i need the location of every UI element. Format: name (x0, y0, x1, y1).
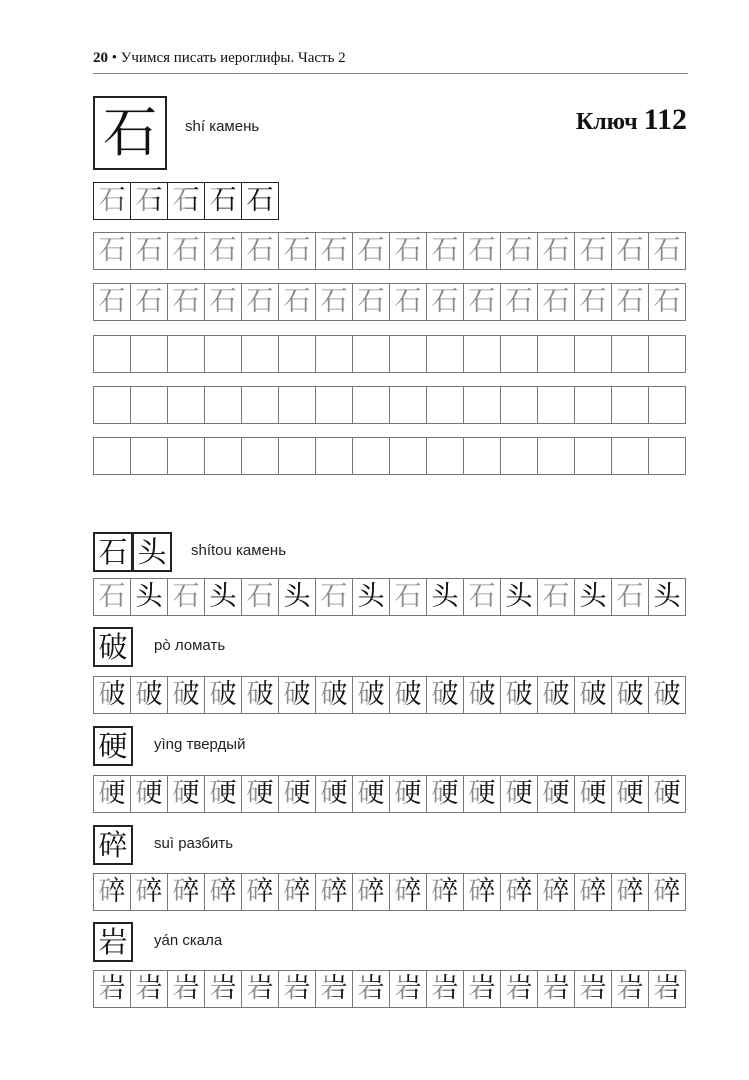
word-character: 破 (93, 627, 133, 667)
character-glyph: 碎 (580, 874, 607, 910)
trace-cell: 石 (426, 232, 464, 270)
trace-cell (500, 873, 538, 911)
character-glyph: 碎 (321, 874, 348, 910)
trace-cell: 石 (241, 578, 279, 616)
empty-practice-row (93, 386, 685, 424)
empty-cell (574, 437, 612, 475)
trace-cell: 石 (167, 232, 205, 270)
trace-cell (204, 775, 242, 813)
trace-cell (315, 873, 353, 911)
character-glyph: 破 (506, 677, 533, 713)
character-glyph: 岩 (469, 971, 496, 1007)
character-glyph: 破 (321, 677, 348, 713)
trace-cell (278, 676, 316, 714)
character-glyph: 岩 (543, 971, 570, 1007)
trace-cell (537, 970, 575, 1008)
word-reading (191, 542, 286, 559)
empty-cell (463, 335, 501, 373)
empty-cell (611, 386, 649, 424)
stroke-order-row (93, 182, 278, 220)
word-box (93, 922, 132, 962)
character-glyph: 硬 (247, 776, 274, 812)
trace-cell (426, 775, 464, 813)
translation: ломать (174, 637, 226, 654)
empty-practice-row (93, 335, 685, 373)
trace-cell: 石 (204, 232, 242, 270)
trace-cell (93, 775, 131, 813)
trace-cell: 头 (204, 578, 242, 616)
word-character: 岩 (93, 922, 133, 962)
key-number: 112 (643, 103, 687, 136)
trace-cell (352, 775, 390, 813)
trace-cell (130, 970, 168, 1008)
character-glyph: 石 (247, 183, 274, 219)
character-glyph: 碎 (617, 874, 644, 910)
word-reading (154, 637, 225, 654)
empty-cell (648, 335, 686, 373)
trace-cell (204, 873, 242, 911)
empty-cell (389, 335, 427, 373)
trace-cell: 头 (500, 578, 538, 616)
trace-cell: 石 (167, 283, 205, 321)
trace-cell: 石 (500, 232, 538, 270)
pinyin: yán (154, 932, 183, 949)
trace-cell (648, 775, 686, 813)
empty-cell (500, 437, 538, 475)
empty-cell (352, 335, 390, 373)
pinyin: yìng (154, 736, 187, 753)
word-character: 头 (132, 532, 172, 572)
trace-cell (93, 970, 131, 1008)
word-reading (154, 835, 233, 852)
word-practice-row (93, 578, 685, 616)
trace-cell (426, 970, 464, 1008)
character-glyph: 碎 (506, 874, 533, 910)
trace-cell (500, 775, 538, 813)
character-glyph: 碎 (210, 874, 237, 910)
empty-cell (241, 437, 279, 475)
header-bullet: • (111, 50, 118, 66)
trace-cell (500, 970, 538, 1008)
empty-cell (167, 335, 205, 373)
trace-cell: 石 (130, 232, 168, 270)
character-glyph: 硬 (358, 776, 385, 812)
empty-cell (389, 386, 427, 424)
character-glyph: 硬 (136, 776, 163, 812)
trace-cell: 石 (648, 283, 686, 321)
trace-cell (426, 873, 464, 911)
character-glyph: 破 (543, 677, 570, 713)
character-glyph: 硬 (99, 776, 126, 812)
trace-cell (574, 775, 612, 813)
character-glyph: 硬 (543, 776, 570, 812)
trace-cell (537, 873, 575, 911)
trace-cell (389, 970, 427, 1008)
character-glyph: 石 (210, 183, 237, 219)
pinyin: suì (154, 835, 179, 852)
character-glyph: 破 (580, 677, 607, 713)
character-glyph: 破 (469, 677, 496, 713)
character-glyph: 破 (617, 677, 644, 713)
trace-cell: 石 (352, 232, 390, 270)
trace-cell: 石 (500, 283, 538, 321)
character-glyph: 硬 (617, 776, 644, 812)
empty-cell (167, 386, 205, 424)
trace-cell (537, 676, 575, 714)
trace-cell: 石 (611, 232, 649, 270)
trace-cell (463, 873, 501, 911)
empty-cell (426, 335, 464, 373)
trace-cell (241, 775, 279, 813)
trace-cell (611, 873, 649, 911)
character-glyph: 碎 (99, 874, 126, 910)
word-practice-row (93, 775, 685, 813)
character-glyph: 硬 (654, 776, 681, 812)
character-glyph: 硬 (284, 776, 311, 812)
trace-cell: 头 (278, 578, 316, 616)
trace-cell (204, 970, 242, 1008)
empty-cell (204, 437, 242, 475)
character-glyph: 硬 (580, 776, 607, 812)
character-glyph: 破 (173, 677, 200, 713)
empty-cell (352, 437, 390, 475)
trace-cell: 石 (315, 283, 353, 321)
character-glyph: 岩 (654, 971, 681, 1007)
character-glyph: 破 (395, 677, 422, 713)
trace-row (93, 232, 685, 270)
empty-cell (574, 335, 612, 373)
empty-cell (93, 335, 131, 373)
empty-cell (648, 386, 686, 424)
character-glyph: 硬 (173, 776, 200, 812)
empty-cell (130, 386, 168, 424)
trace-cell: 石 (167, 578, 205, 616)
trace-cell: 石 (537, 232, 575, 270)
character-glyph: 碎 (284, 874, 311, 910)
key-label: Ключ (575, 109, 638, 135)
trace-cell (278, 775, 316, 813)
main-character-reading (185, 118, 259, 135)
trace-cell: 石 (278, 232, 316, 270)
word-box (93, 627, 132, 667)
character-glyph: 碎 (247, 874, 274, 910)
empty-cell (167, 437, 205, 475)
character-glyph: 碎 (358, 874, 385, 910)
empty-cell (204, 335, 242, 373)
trace-cell: 石 (130, 283, 168, 321)
trace-cell (574, 970, 612, 1008)
trace-cell (574, 873, 612, 911)
empty-cell (537, 386, 575, 424)
character-glyph: 岩 (284, 971, 311, 1007)
trace-cell: 石 (537, 283, 575, 321)
empty-cell (241, 335, 279, 373)
trace-cell: 石 (93, 578, 131, 616)
word-character: 石 (93, 532, 133, 572)
trace-cell (315, 970, 353, 1008)
trace-cell (130, 775, 168, 813)
trace-cell: 石 (389, 283, 427, 321)
empty-practice-row (93, 437, 685, 475)
trace-cell: 石 (574, 283, 612, 321)
character-glyph: 破 (284, 677, 311, 713)
trace-cell (130, 676, 168, 714)
empty-cell (500, 386, 538, 424)
word-box (93, 825, 132, 865)
translation: скала (182, 932, 223, 949)
trace-cell: 头 (130, 578, 168, 616)
trace-cell (241, 873, 279, 911)
trace-cell (352, 970, 390, 1008)
trace-cell (315, 775, 353, 813)
character-glyph: 碎 (395, 874, 422, 910)
trace-cell: 石 (648, 232, 686, 270)
character-glyph: 碎 (432, 874, 459, 910)
trace-cell (463, 775, 501, 813)
word-practice-row (93, 676, 685, 714)
character-glyph: 硬 (321, 776, 348, 812)
trace-cell (167, 970, 205, 1008)
book-title: Учимся писать иероглифы. Часть 2 (120, 50, 346, 66)
trace-cell: 石 (352, 283, 390, 321)
character-glyph: 碎 (136, 874, 163, 910)
trace-cell: 石 (389, 578, 427, 616)
trace-cell (611, 775, 649, 813)
trace-cell: 头 (352, 578, 390, 616)
empty-cell (500, 335, 538, 373)
trace-cell: 石 (463, 232, 501, 270)
trace-cell: 头 (648, 578, 686, 616)
trace-cell (167, 775, 205, 813)
empty-cell (315, 335, 353, 373)
character-glyph: 破 (432, 677, 459, 713)
stroke-step-cell (130, 182, 168, 220)
character-glyph: 岩 (136, 971, 163, 1007)
character-glyph: 岩 (358, 971, 385, 1007)
empty-cell (574, 386, 612, 424)
character-glyph: 岩 (99, 971, 126, 1007)
word-practice-row (93, 970, 685, 1008)
trace-cell (648, 970, 686, 1008)
trace-cell: 石 (463, 283, 501, 321)
trace-cell: 头 (574, 578, 612, 616)
trace-cell (500, 676, 538, 714)
trace-cell (648, 873, 686, 911)
translation: камень (209, 118, 260, 135)
character-glyph: 石 (173, 183, 200, 219)
trace-cell (204, 676, 242, 714)
pinyin: pò (154, 637, 175, 654)
character-glyph: 破 (247, 677, 274, 713)
character-glyph: 硬 (469, 776, 496, 812)
word-reading (154, 932, 222, 949)
empty-cell (537, 437, 575, 475)
empty-cell (241, 386, 279, 424)
empty-cell (315, 437, 353, 475)
translation: твердый (186, 736, 246, 753)
trace-cell (426, 676, 464, 714)
page-header (93, 50, 688, 74)
character-glyph: 硬 (395, 776, 422, 812)
trace-cell (93, 873, 131, 911)
trace-cell (241, 676, 279, 714)
trace-cell: 石 (611, 578, 649, 616)
trace-cell (611, 970, 649, 1008)
character-glyph: 破 (358, 677, 385, 713)
empty-cell (315, 386, 353, 424)
character-glyph: 破 (99, 677, 126, 713)
trace-cell (389, 873, 427, 911)
trace-cell (574, 676, 612, 714)
trace-cell: 石 (315, 232, 353, 270)
page-number: 20 (93, 50, 108, 66)
empty-cell (130, 335, 168, 373)
radical-key (576, 103, 687, 137)
trace-cell: 石 (278, 283, 316, 321)
trace-cell (611, 676, 649, 714)
trace-cell (241, 970, 279, 1008)
trace-cell (389, 676, 427, 714)
word-box (93, 726, 132, 766)
word-box (93, 532, 171, 572)
character-glyph: 碎 (543, 874, 570, 910)
empty-cell (611, 335, 649, 373)
trace-cell: 石 (463, 578, 501, 616)
trace-cell (130, 873, 168, 911)
trace-cell: 石 (241, 232, 279, 270)
trace-cell (167, 676, 205, 714)
empty-cell (278, 335, 316, 373)
trace-cell (352, 873, 390, 911)
character-glyph: 硬 (506, 776, 533, 812)
empty-cell (537, 335, 575, 373)
character-glyph: 破 (654, 677, 681, 713)
empty-cell (278, 386, 316, 424)
character-glyph: 石 (136, 183, 163, 219)
empty-cell (611, 437, 649, 475)
word-character: 碎 (93, 825, 133, 865)
character-glyph: 碎 (654, 874, 681, 910)
character-glyph: 碎 (173, 874, 200, 910)
trace-cell (278, 873, 316, 911)
character-glyph: 破 (136, 677, 163, 713)
character-glyph: 硬 (210, 776, 237, 812)
stroke-step-cell (241, 182, 279, 220)
trace-cell (352, 676, 390, 714)
trace-cell: 石 (537, 578, 575, 616)
empty-cell (93, 437, 131, 475)
empty-cell (204, 386, 242, 424)
trace-cell: 石 (574, 232, 612, 270)
trace-cell (648, 676, 686, 714)
translation: разбить (178, 835, 234, 852)
trace-cell: 石 (93, 283, 131, 321)
empty-cell (93, 386, 131, 424)
trace-cell: 石 (241, 283, 279, 321)
word-character: 硬 (93, 726, 133, 766)
character-glyph: 岩 (617, 971, 644, 1007)
word-reading (154, 736, 245, 753)
trace-cell (537, 775, 575, 813)
main-character-box: 石 (93, 96, 167, 170)
trace-cell (463, 676, 501, 714)
stroke-step-cell (204, 182, 242, 220)
character-glyph: 破 (210, 677, 237, 713)
empty-cell (426, 437, 464, 475)
trace-cell: 石 (389, 232, 427, 270)
trace-cell: 石 (93, 232, 131, 270)
empty-cell (389, 437, 427, 475)
empty-cell (352, 386, 390, 424)
empty-cell (130, 437, 168, 475)
trace-cell (389, 775, 427, 813)
trace-cell: 石 (204, 283, 242, 321)
stroke-step-cell (167, 182, 205, 220)
trace-cell: 石 (315, 578, 353, 616)
character-glyph: 碎 (469, 874, 496, 910)
trace-cell (463, 970, 501, 1008)
character-glyph: 岩 (506, 971, 533, 1007)
character-glyph: 岩 (580, 971, 607, 1007)
character-glyph: 岩 (321, 971, 348, 1007)
character-glyph: 岩 (395, 971, 422, 1007)
trace-cell (167, 873, 205, 911)
trace-cell (93, 676, 131, 714)
translation: камень (236, 542, 287, 559)
pinyin: shí (185, 118, 206, 135)
trace-row (93, 283, 685, 321)
character-glyph: 岩 (210, 971, 237, 1007)
character-glyph: 石 (99, 183, 126, 219)
trace-cell (278, 970, 316, 1008)
trace-cell: 头 (426, 578, 464, 616)
character-glyph: 岩 (247, 971, 274, 1007)
pinyin: shítou (191, 542, 237, 559)
empty-cell (463, 437, 501, 475)
character-glyph: 岩 (432, 971, 459, 1007)
stroke-step-cell (93, 182, 131, 220)
trace-cell: 石 (611, 283, 649, 321)
word-practice-row (93, 873, 685, 911)
trace-cell (315, 676, 353, 714)
character-glyph: 硬 (432, 776, 459, 812)
empty-cell (463, 386, 501, 424)
empty-cell (648, 437, 686, 475)
character-glyph: 岩 (173, 971, 200, 1007)
empty-cell (426, 386, 464, 424)
trace-cell: 石 (426, 283, 464, 321)
empty-cell (278, 437, 316, 475)
